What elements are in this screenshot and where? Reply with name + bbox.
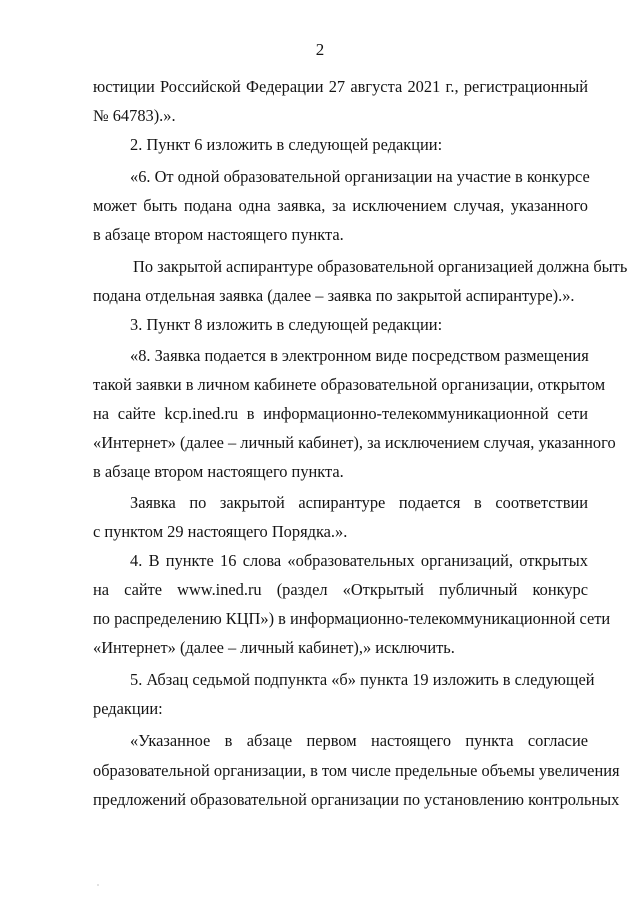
- text-line: «8. Заявка подается в электронном виде посредством размещения: [130, 346, 589, 365]
- text-line: «Указанное в абзаце первом настоящего пункта согласие: [130, 731, 588, 750]
- text-line: предложений образовательной организации по установлению контрольных: [93, 790, 620, 809]
- text-line: Заявка по закрытой аспирантуре подается в соответствии: [130, 493, 588, 512]
- item-heading: 5. Абзац седьмой подпункта «б» пункта 19 изложить в следующей: [130, 670, 595, 689]
- text-line: по распределению КЦП») в информационно-телекоммуникационной сети: [93, 609, 611, 628]
- text-line: в абзаце втором настоящего пункта.: [93, 225, 344, 244]
- text-line: «Интернет» (далее – личный кабинет), за исключением случая, указанного: [93, 433, 616, 452]
- text-line: с пунктом 29 настоящего Порядка.».: [93, 522, 348, 541]
- text-line: подана отдельная заявка (далее – заявка по закрытой аспирантуре).».: [93, 286, 575, 305]
- text-line: «6. От одной образовательной организации на участие в конкурсе: [130, 167, 590, 186]
- scan-artifact: [97, 884, 99, 886]
- item-heading: 4. В пункте 16 слова «образовательных организаций, открытых: [130, 551, 588, 570]
- item-heading: 3. Пункт 8 изложить в следующей редакции:: [130, 315, 443, 334]
- text-line: на сайте kcp.ined.ru в информационно-телекоммуникационной сети: [93, 404, 588, 423]
- text-line: может быть подана одна заявка, за исключением случая, указанного: [93, 196, 588, 215]
- text-line: на сайте www.ined.ru (раздел «Открытый публичный конкурс: [93, 580, 588, 599]
- text-line: «Интернет» (далее – личный кабинет),» исключить.: [93, 638, 455, 657]
- text-line: № 64783).».: [93, 106, 176, 125]
- text-line: образовательной организации, в том числе предельные объемы увеличения: [93, 761, 620, 780]
- text-line: По закрытой аспирантуре образовательной организацией должна быть: [133, 257, 628, 276]
- text-line: такой заявки в личном кабинете образовательной организации, открытом: [93, 375, 606, 394]
- page-number: 2: [315, 40, 325, 59]
- item-heading: 2. Пункт 6 изложить в следующей редакции:: [130, 135, 443, 154]
- text-line: юстиции Российской Федерации 27 августа 2021 г., регистрационный: [93, 77, 588, 96]
- text-line: редакции:: [93, 699, 163, 718]
- text-line: в абзаце втором настоящего пункта.: [93, 462, 344, 481]
